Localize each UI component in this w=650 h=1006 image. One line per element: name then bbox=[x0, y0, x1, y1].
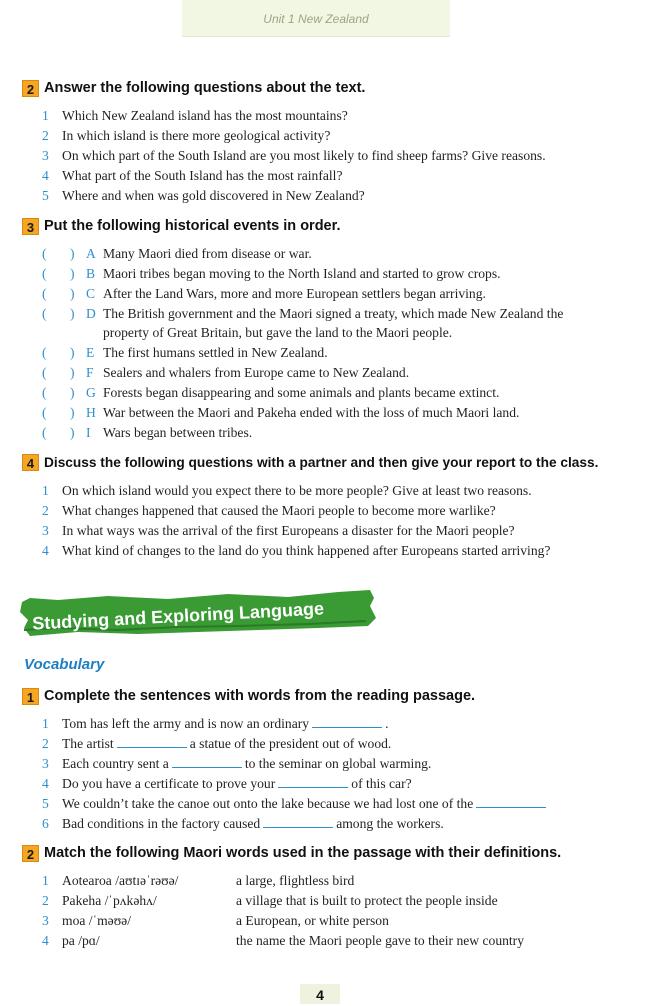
item-text: Forests began disappearing and some animals and plants became extinct. bbox=[103, 385, 500, 400]
answer-blank-open[interactable]: ( bbox=[42, 266, 47, 281]
section-title: Complete the sentences with words from the reading passage. bbox=[44, 688, 476, 704]
answer-blank-open[interactable]: ( bbox=[42, 405, 47, 420]
item-number: 1 bbox=[42, 873, 49, 888]
answer-blank-close: ) bbox=[70, 405, 75, 420]
answer-blank[interactable] bbox=[278, 775, 348, 788]
section-title: Discuss the following questions with a partner and then give your report to the class. bbox=[44, 454, 599, 470]
answer-blank-close: ) bbox=[70, 385, 75, 400]
banner-title: Studying and Exploring Language bbox=[31, 598, 325, 634]
answer-blank-open[interactable]: ( bbox=[42, 365, 47, 380]
maori-word: Pakeha /ˈpʌkəhʌ/ bbox=[62, 893, 157, 908]
item-number: 2 bbox=[42, 736, 49, 751]
item-text: Sealers and whalers from Europe came to New Zealand. bbox=[103, 365, 410, 380]
section-2-heading bbox=[22, 78, 365, 98]
definition: a large, flightless bird bbox=[236, 873, 355, 888]
definition: a European, or white person bbox=[236, 913, 389, 928]
item-number: 4 bbox=[42, 776, 49, 791]
answer-blank-open[interactable]: ( bbox=[42, 345, 47, 360]
maori-word: pa /pɑ/ bbox=[62, 933, 100, 948]
item-number: 1 bbox=[42, 716, 49, 731]
item-text: On which island would you expect there to be more people? Give at least two reasons. bbox=[62, 483, 532, 498]
item-number: 4 bbox=[42, 168, 49, 183]
item-text: The British government and the Maori signed a treaty, which made New Zealand the bbox=[103, 306, 564, 321]
answer-blank-close: ) bbox=[70, 286, 75, 301]
item-letter: D bbox=[86, 306, 96, 321]
sentence-start: The artist bbox=[62, 736, 114, 751]
answer-blank-open[interactable]: ( bbox=[42, 246, 47, 261]
sentence-end: to the seminar on global warming. bbox=[244, 756, 432, 771]
item-text: Wars began between tribes. bbox=[103, 425, 253, 440]
item-number: 2 bbox=[42, 503, 49, 518]
unit-header bbox=[182, 0, 450, 37]
item-text: Many Maori died from disease or war. bbox=[103, 246, 312, 261]
item-letter: H bbox=[86, 405, 96, 420]
section-title: Answer the following questions about the text. bbox=[44, 80, 366, 96]
section-number-badge: 2 bbox=[22, 80, 39, 97]
item-number: 5 bbox=[42, 796, 49, 811]
item-number: 5 bbox=[42, 188, 49, 203]
item-number: 6 bbox=[42, 816, 49, 831]
section-4-heading bbox=[22, 452, 598, 472]
maori-word: moa /ˈməʊə/ bbox=[62, 913, 131, 928]
item-text: After the Land Wars, more and more European settlers began arriving. bbox=[103, 286, 486, 301]
answer-blank[interactable] bbox=[312, 715, 382, 728]
item-letter: B bbox=[86, 266, 96, 281]
sentence-end: a statue of the president out of wood. bbox=[189, 736, 392, 751]
item-number: 4 bbox=[42, 543, 49, 558]
item-letter: E bbox=[86, 345, 95, 360]
section-number-badge: 3 bbox=[22, 218, 39, 235]
sentence-start: Each country sent a bbox=[62, 756, 169, 771]
vocab-2-heading bbox=[22, 843, 561, 863]
vocabulary-label: Vocabulary bbox=[24, 656, 105, 673]
answer-blank-close: ) bbox=[70, 246, 75, 261]
item-number: 3 bbox=[42, 756, 49, 771]
item-text: Where and when was gold discovered in New Zealand? bbox=[62, 188, 365, 203]
item-text: On which part of the South Island are you most likely to find sheep farms? Give reasons. bbox=[62, 148, 546, 163]
item-letter: C bbox=[86, 286, 96, 301]
vocab-1-heading bbox=[22, 686, 475, 706]
definition: the name the Maori people gave to their new country bbox=[236, 933, 525, 948]
sentence-end: among the workers. bbox=[336, 816, 444, 831]
item-number: 3 bbox=[42, 523, 49, 538]
item-number: 2 bbox=[42, 128, 49, 143]
item-number: 1 bbox=[42, 483, 49, 498]
section-3-heading bbox=[22, 216, 341, 236]
answer-blank-close: ) bbox=[70, 425, 75, 440]
sentence-start: Tom has left the army and is now an ordinary bbox=[62, 716, 310, 731]
maori-word: Aotearoa /aʊtɪəˈrəʊə/ bbox=[62, 873, 179, 888]
answer-blank-close: ) bbox=[70, 306, 75, 321]
item-number: 3 bbox=[42, 913, 49, 928]
item-text: In which island is there more geological activity? bbox=[62, 128, 331, 143]
item-letter: G bbox=[86, 385, 96, 400]
definition: a village that is built to protect the people inside bbox=[236, 893, 498, 908]
item-text: property of Great Britain, but gave the land to the Maori people. bbox=[103, 325, 453, 340]
item-text: War between the Maori and Pakeha ended with the loss of much Maori land. bbox=[103, 405, 520, 420]
item-number: 4 bbox=[42, 933, 49, 948]
item-text: What changes happened that caused the Maori people to become more warlike? bbox=[62, 503, 496, 518]
sentence-start: Bad conditions in the factory caused bbox=[62, 816, 261, 831]
item-letter: F bbox=[86, 365, 94, 380]
section-banner bbox=[18, 588, 378, 640]
section-title: Match the following Maori words used in the passage with their definitions. bbox=[44, 845, 562, 861]
item-text: Maori tribes began moving to the North Island and started to grow crops. bbox=[103, 266, 501, 281]
answer-blank[interactable] bbox=[172, 755, 242, 768]
item-text: Which New Zealand island has the most mountains? bbox=[62, 108, 348, 123]
sentence-start: We couldn’t take the canoe out onto the lake because we had lost one of the bbox=[62, 796, 474, 811]
answer-blank-close: ) bbox=[70, 345, 75, 360]
answer-blank-open[interactable]: ( bbox=[42, 385, 47, 400]
answer-blank[interactable] bbox=[263, 815, 333, 828]
item-number: 2 bbox=[42, 893, 49, 908]
page-number: 4 bbox=[300, 984, 340, 1004]
section-title: Put the following historical events in order. bbox=[44, 218, 341, 234]
sentence-end: . bbox=[385, 716, 389, 731]
unit-label: Unit 1 New Zealand bbox=[263, 12, 369, 26]
sentence-end: of this car? bbox=[351, 776, 412, 791]
answer-blank[interactable] bbox=[117, 735, 187, 748]
item-text: In what ways was the arrival of the first Europeans a disaster for the Maori people? bbox=[62, 523, 515, 538]
item-text: What kind of changes to the land do you think happened after Europeans started arriving? bbox=[62, 543, 551, 558]
answer-blank-open[interactable]: ( bbox=[42, 306, 47, 321]
item-text: What part of the South Island has the most rainfall? bbox=[62, 168, 343, 183]
item-letter: I bbox=[86, 425, 91, 440]
item-letter: A bbox=[86, 246, 96, 261]
answer-blank-close: ) bbox=[70, 266, 75, 281]
section-number-badge: 2 bbox=[22, 845, 39, 862]
section-number-badge: 1 bbox=[22, 688, 39, 705]
item-text: The first humans settled in New Zealand. bbox=[103, 345, 328, 360]
item-number: 3 bbox=[42, 148, 49, 163]
section-number-badge: 4 bbox=[22, 454, 39, 471]
answer-blank-close: ) bbox=[70, 365, 75, 380]
item-number: 1 bbox=[42, 108, 49, 123]
sentence-start: Do you have a certificate to prove your bbox=[62, 776, 276, 791]
answer-blank-open[interactable]: ( bbox=[42, 425, 47, 440]
answer-blank-open[interactable]: ( bbox=[42, 286, 47, 301]
answer-blank[interactable] bbox=[476, 795, 546, 808]
